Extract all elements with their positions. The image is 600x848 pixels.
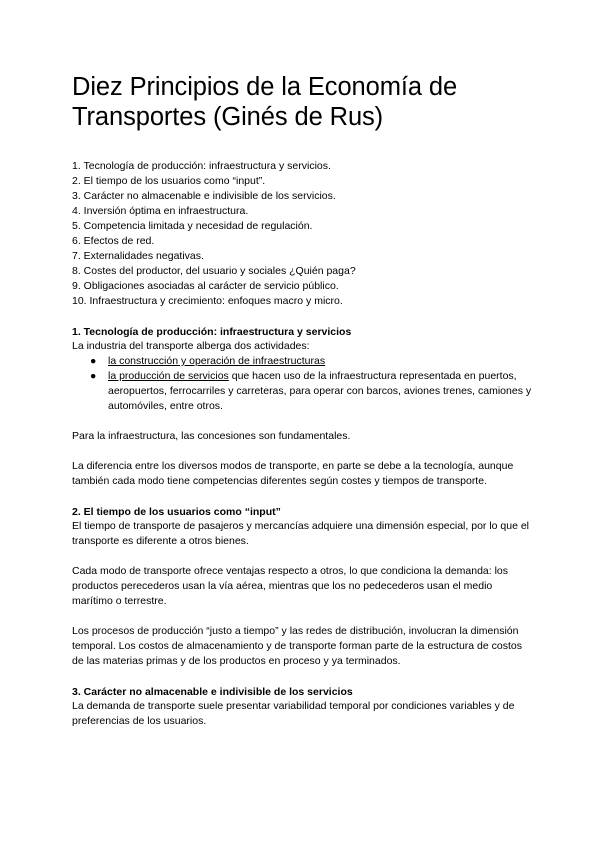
- bullet-item: [90, 354, 532, 369]
- bullet-icon: ●: [90, 355, 97, 367]
- section-1-bullets: [72, 354, 532, 414]
- section-1-intro: La industria del transporte alberga dos actividades:: [72, 340, 310, 352]
- bullet-icon: ●: [90, 370, 97, 382]
- section-1-paragraph: La diferencia entre los diversos modos de transporte, en parte se debe a la tecnología, aunque también cada modo tiene competencias diferentes según costes y tiempos de transporte.: [72, 460, 514, 487]
- list-item: 4. Inversión óptima en infraestructura.: [72, 205, 249, 217]
- section-2-paragraph: Cada modo de transporte ofrece ventajas respecto a otros, lo que condiciona la demanda: los productos perecederos usan la vía aérea, mientras que los no pedecederos usan el medio marítimo o terrestre.: [72, 565, 509, 607]
- section-2-heading: 2. El tiempo de los usuarios como “input”: [72, 506, 281, 518]
- list-item: 6. Efectos de red.: [72, 235, 155, 247]
- section-1-paragraph: Para la infraestructura, las concesiones son fundamentales.: [72, 430, 351, 442]
- list-item: 9. Obligaciones asociadas al carácter de servicio público.: [72, 280, 339, 292]
- list-item: 5. Competencia limitada y necesidad de regulación.: [72, 220, 313, 232]
- document-title: Diez Principios de la Economía de Transportes (Ginés de Rus): [72, 73, 458, 131]
- list-item: 3. Carácter no almacenable e indivisible de los servicios.: [72, 190, 336, 202]
- bullet-text-underlined: la producción de servicios: [108, 370, 229, 382]
- list-item: 7. Externalidades negativas.: [72, 250, 204, 262]
- principles-list: [72, 159, 532, 309]
- section-3-paragraph: La demanda de transporte suele presentar variabilidad temporal por condiciones variables y de preferencias de los usuarios.: [72, 700, 515, 727]
- section-1-heading: 1. Tecnología de producción: infraestructura y servicios: [72, 326, 352, 338]
- list-item: 2. El tiempo de los usuarios como “input”.: [72, 175, 266, 187]
- section-3-heading: 3. Carácter no almacenable e indivisible de los servicios: [72, 686, 353, 698]
- section-2-paragraph: Los procesos de producción “justo a tiempo” y las redes de distribución, involucran la dimensión temporal. Los costos de almacenamiento y de transporte forman parte de la estructura de costos de las materias primas y de los productos en proceso y ya terminados.: [72, 625, 522, 667]
- document-page: [72, 72, 532, 729]
- bullet-text-underlined: la construcción y operación de infraestructuras: [108, 355, 326, 367]
- bullet-text: que hacen uso de la infraestructura representada en puertos, aeropuertos, ferrocarriles y carreteras, para operar con barcos, aviones trenes, camiones y automóviles, entre otros.: [108, 370, 532, 412]
- list-item: 1. Tecnología de producción: infraestructura y servicios.: [72, 160, 331, 172]
- list-item: 10. Infraestructura y crecimiento: enfoques macro y micro.: [72, 295, 343, 307]
- section-2-paragraph: El tiempo de transporte de pasajeros y mercancías adquiere una dimensión especial, por lo que el transporte es diferente a otros bienes.: [72, 520, 530, 547]
- list-item: 8. Costes del productor, del usuario y sociales ¿Quién paga?: [72, 265, 356, 277]
- bullet-item: [90, 369, 532, 414]
